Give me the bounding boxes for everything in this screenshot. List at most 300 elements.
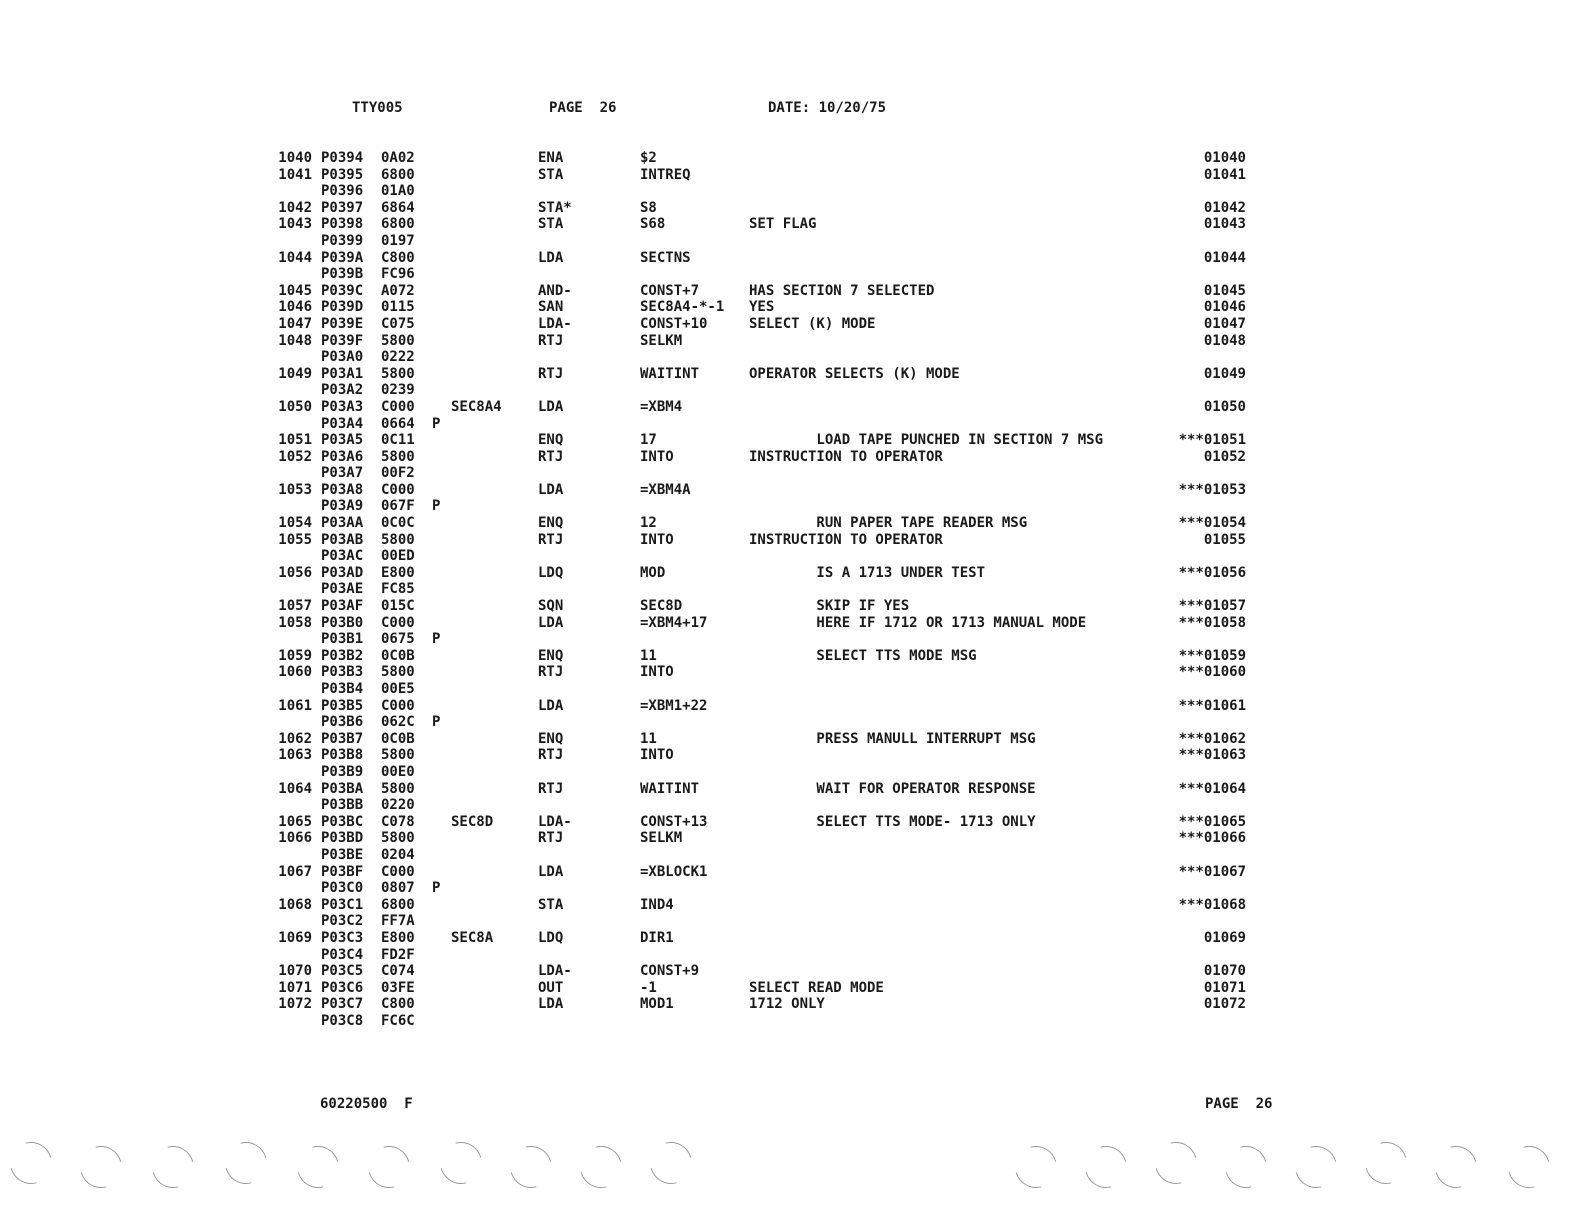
operand: INTO	[640, 747, 674, 764]
line-number: 1056	[278, 564, 312, 581]
opcode: ENQ	[538, 515, 564, 532]
object-code: C075	[381, 315, 415, 332]
opcode: AND-	[538, 282, 572, 299]
object-code: 5800	[381, 780, 415, 797]
address: P0396	[321, 183, 364, 200]
address: P03A9	[321, 498, 364, 515]
line-number: 1057	[278, 598, 312, 615]
punch-hole	[642, 1134, 699, 1191]
line-number: 1059	[278, 647, 312, 664]
sequence-number: 01046	[1203, 299, 1246, 316]
listing-row	[0, 615, 1584, 632]
opcode: RTJ	[538, 531, 564, 548]
opcode: LDA-	[538, 963, 572, 980]
listing-row	[0, 349, 1584, 366]
line-number: 1062	[278, 730, 312, 747]
listing-row	[0, 150, 1584, 167]
sequence-number: ***01058	[1178, 614, 1246, 631]
operand: 17	[640, 432, 657, 449]
line-number: 1068	[278, 896, 312, 913]
label: SEC8D	[451, 813, 494, 830]
sequence-number: ***01056	[1178, 564, 1246, 581]
opcode: LDQ	[538, 564, 564, 581]
opcode: RTJ	[538, 365, 564, 382]
line-number: 1066	[278, 830, 312, 847]
punch-hole	[72, 1138, 129, 1195]
listing-row	[0, 449, 1584, 466]
address: P03BE	[321, 846, 364, 863]
object-code: 5800	[381, 448, 415, 465]
opcode: LDA	[538, 398, 564, 415]
operand: =XBM4	[640, 398, 683, 415]
opcode: RTJ	[538, 830, 564, 847]
line-number: 1051	[278, 432, 312, 449]
object-code: 0204	[381, 846, 415, 863]
line-number: 1065	[278, 813, 312, 830]
address: P03AE	[321, 581, 364, 598]
punch-hole	[432, 1134, 489, 1191]
sequence-number: ***01065	[1178, 813, 1246, 830]
punch-holes	[0, 1138, 1584, 1198]
sequence-number: ***01068	[1178, 896, 1246, 913]
opcode: RTJ	[538, 332, 564, 349]
label: SEC8A	[451, 929, 494, 946]
comment: OPERATOR SELECTS (K) MODE	[749, 365, 960, 382]
line-number: 1043	[278, 216, 312, 233]
object-code: 5800	[381, 664, 415, 681]
address: P03B0	[321, 614, 364, 631]
opcode: ENQ	[538, 647, 564, 664]
opcode: LDA	[538, 614, 564, 631]
line-number: 1042	[278, 199, 312, 216]
address: P03AA	[321, 515, 364, 532]
address: P03B1	[321, 631, 364, 648]
operand: 11	[640, 647, 657, 664]
sequence-number: ***01061	[1178, 697, 1246, 714]
address: P03BF	[321, 863, 364, 880]
address: P03BD	[321, 830, 364, 847]
punch-hole	[360, 1138, 417, 1195]
listing-row	[0, 698, 1584, 715]
object-code: 03FE	[381, 979, 415, 996]
line-number: 1045	[278, 282, 312, 299]
object-code: C074	[381, 963, 415, 980]
sequence-number: ***01067	[1178, 863, 1246, 880]
punch-hole	[2, 1134, 59, 1191]
address: P03A6	[321, 448, 364, 465]
line-number: 1053	[278, 481, 312, 498]
address: P03B6	[321, 714, 364, 731]
operand: CONST+7	[640, 282, 700, 299]
punch-hole	[1077, 1138, 1134, 1195]
opcode: STA	[538, 216, 564, 233]
object-code: 0807	[381, 880, 415, 897]
opcode: RTJ	[538, 664, 564, 681]
sequence-number: 01049	[1203, 365, 1246, 382]
opcode: RTJ	[538, 747, 564, 764]
sequence-number: ***01066	[1178, 830, 1246, 847]
object-code: 01A0	[381, 183, 415, 200]
sequence-number: 01041	[1203, 166, 1246, 183]
punch-hole	[1500, 1138, 1557, 1195]
comment: INSTRUCTION TO OPERATOR	[749, 448, 943, 465]
opcode: ENQ	[538, 432, 564, 449]
address: P03A8	[321, 481, 364, 498]
object-code: 0664	[381, 415, 415, 432]
address: P03B5	[321, 697, 364, 714]
object-code: 00ED	[381, 548, 415, 565]
comment: SELECT TTS MODE- 1713 ONLY	[749, 813, 1036, 830]
line-number: 1044	[278, 249, 312, 266]
listing-row	[0, 864, 1584, 881]
address: P03BA	[321, 780, 364, 797]
object-code: 00F2	[381, 465, 415, 482]
listing-row	[0, 747, 1584, 764]
punch-hole	[1147, 1134, 1204, 1191]
operand: WAITINT	[640, 365, 700, 382]
punch-hole	[1287, 1138, 1344, 1195]
listing-row	[0, 316, 1584, 333]
object-code: 0A02	[381, 150, 415, 166]
operand: SELKM	[640, 830, 683, 847]
operand: MOD	[640, 564, 666, 581]
opcode: LDQ	[538, 929, 564, 946]
punch-hole	[289, 1138, 346, 1195]
object-code: 0C11	[381, 432, 415, 449]
sequence-number: ***01053	[1178, 481, 1246, 498]
sequence-number: 01072	[1203, 996, 1246, 1013]
listing-row	[0, 482, 1584, 499]
listing-row	[0, 266, 1584, 283]
operand: INTO	[640, 664, 674, 681]
relocation-flag: P	[432, 498, 441, 515]
listing-row	[0, 897, 1584, 914]
object-code: 0239	[381, 382, 415, 399]
sequence-number: ***01059	[1178, 647, 1246, 664]
address: P039B	[321, 266, 364, 283]
line-number: 1041	[278, 166, 312, 183]
listing-row	[0, 581, 1584, 598]
object-code: FC6C	[381, 1012, 415, 1029]
address: P03A2	[321, 382, 364, 399]
comment: HERE IF 1712 OR 1713 MANUAL MODE	[749, 614, 1087, 631]
opcode: RTJ	[538, 448, 564, 465]
line-number: 1067	[278, 863, 312, 880]
listing-row	[0, 432, 1584, 449]
comment: PRESS MANULL INTERRUPT MSG	[749, 730, 1036, 747]
operand: =XBM1+22	[640, 697, 708, 714]
address: P039E	[321, 315, 364, 332]
operand: INTO	[640, 448, 674, 465]
operand: WAITINT	[640, 780, 700, 797]
operand: SELKM	[640, 332, 683, 349]
object-code: 0197	[381, 232, 415, 249]
operand: DIR1	[640, 929, 674, 946]
object-code: FC85	[381, 581, 415, 598]
line-number: 1063	[278, 747, 312, 764]
listing-row	[0, 399, 1584, 416]
opcode: LDA	[538, 996, 564, 1013]
line-number: 1052	[278, 448, 312, 465]
relocation-flag: P	[432, 714, 441, 731]
address: P039C	[321, 282, 364, 299]
listing-row	[0, 830, 1584, 847]
listing-row	[0, 333, 1584, 350]
line-number: 1049	[278, 365, 312, 382]
object-code: 00E0	[381, 763, 415, 780]
object-code: C800	[381, 996, 415, 1013]
address: P03C5	[321, 963, 364, 980]
operand: -1	[640, 979, 657, 996]
listing-row	[0, 648, 1584, 665]
sequence-number: 01055	[1203, 531, 1246, 548]
line-number: 1048	[278, 332, 312, 349]
operand: =XBM4A	[640, 481, 691, 498]
listing-row	[0, 548, 1584, 565]
address: P03B8	[321, 747, 364, 764]
operand: =XBM4+17	[640, 614, 708, 631]
operand: IND4	[640, 896, 674, 913]
page-number: PAGE 26	[549, 100, 617, 116]
operand: S68	[640, 216, 666, 233]
comment: SET FLAG	[749, 216, 817, 233]
operand: MOD1	[640, 996, 674, 1013]
line-number: 1046	[278, 299, 312, 316]
object-code: A072	[381, 282, 415, 299]
comment: LOAD TAPE PUNCHED IN SECTION 7 MSG	[749, 432, 1104, 449]
sequence-number: 01047	[1203, 315, 1246, 332]
comment: 1712 ONLY	[749, 996, 825, 1013]
comment: RUN PAPER TAPE READER MSG	[749, 515, 1028, 532]
object-code: 00E5	[381, 681, 415, 697]
listing-row	[0, 880, 1584, 897]
object-code: 0C0C	[381, 515, 415, 532]
object-code: 5800	[381, 830, 415, 847]
object-code: FC96	[381, 266, 415, 283]
object-code: C800	[381, 249, 415, 266]
comment: SKIP IF YES	[749, 598, 910, 615]
listing-row	[0, 532, 1584, 549]
sequence-number: 01048	[1203, 332, 1246, 349]
object-code: 6800	[381, 896, 415, 913]
address: P03C7	[321, 996, 364, 1013]
sequence-number: ***01063	[1178, 747, 1246, 764]
object-code: FD2F	[381, 946, 415, 963]
line-number: 1069	[278, 929, 312, 946]
operand: $2	[640, 150, 657, 166]
listing-row	[0, 996, 1584, 1013]
comment: SELECT TTS MODE MSG	[749, 647, 977, 664]
listing-row	[0, 299, 1584, 316]
address: P03AB	[321, 531, 364, 548]
operand: =XBLOCK1	[640, 863, 708, 880]
object-code: 5800	[381, 332, 415, 349]
sequence-number: ***01060	[1178, 664, 1246, 681]
punch-hole	[217, 1134, 274, 1191]
object-code: 0220	[381, 797, 415, 814]
object-code: C078	[381, 813, 415, 830]
operand: SEC8A4-*-1	[640, 299, 725, 316]
operand: INTREQ	[640, 166, 691, 183]
operand: INTO	[640, 531, 674, 548]
opcode: SQN	[538, 598, 564, 615]
program-name: TTY005	[352, 100, 403, 116]
line-number: 1064	[278, 780, 312, 797]
address: P03C6	[321, 979, 364, 996]
opcode: ENQ	[538, 730, 564, 747]
label: SEC8A4	[451, 398, 502, 415]
address: P039A	[321, 249, 364, 266]
address: P03B3	[321, 664, 364, 681]
listing-row	[0, 498, 1584, 515]
listing-row	[0, 681, 1584, 698]
listing-row	[0, 416, 1584, 433]
object-code: 6800	[381, 216, 415, 233]
listing-row	[0, 980, 1584, 997]
listing-row	[0, 913, 1584, 930]
address: P03C0	[321, 880, 364, 897]
sequence-number: ***01064	[1178, 780, 1246, 797]
address: P03A3	[321, 398, 364, 415]
object-code: C000	[381, 481, 415, 498]
opcode: SAN	[538, 299, 564, 316]
operand: S8	[640, 199, 657, 216]
sequence-number: 01069	[1203, 929, 1246, 946]
relocation-flag: P	[432, 415, 441, 432]
comment: WAIT FOR OPERATOR RESPONSE	[749, 780, 1036, 797]
opcode: LDA	[538, 697, 564, 714]
line-number: 1070	[278, 963, 312, 980]
line-number: 1055	[278, 531, 312, 548]
address: P0394	[321, 150, 364, 166]
punch-hole	[1357, 1134, 1414, 1191]
address: P0397	[321, 199, 364, 216]
opcode: LDA	[538, 249, 564, 266]
operand: SEC8D	[640, 598, 683, 615]
address: P03C4	[321, 946, 364, 963]
footer-page-number: PAGE 26	[1205, 1096, 1273, 1112]
address: P03A4	[321, 415, 364, 432]
address: P039D	[321, 299, 364, 316]
punch-hole	[1007, 1138, 1064, 1195]
sequence-number: ***01062	[1178, 730, 1246, 747]
object-code: 0675	[381, 631, 415, 648]
comment: YES	[749, 299, 775, 316]
sequence-number: 01050	[1203, 398, 1246, 415]
punch-hole	[572, 1138, 629, 1195]
line-number: 1050	[278, 398, 312, 415]
opcode: LDA	[538, 481, 564, 498]
listing-row	[0, 216, 1584, 233]
listing-row	[0, 664, 1584, 681]
listing-row	[0, 167, 1584, 184]
document-number: 60220500 F	[320, 1096, 413, 1112]
operand: CONST+10	[640, 315, 708, 332]
listing-row	[0, 797, 1584, 814]
object-code: E800	[381, 564, 415, 581]
address: P03C3	[321, 929, 364, 946]
sequence-number: 01052	[1203, 448, 1246, 465]
object-code: 0C0B	[381, 647, 415, 664]
sequence-number: 01071	[1203, 979, 1246, 996]
listing-row	[0, 930, 1584, 947]
object-code: 5800	[381, 365, 415, 382]
address: P03AF	[321, 598, 364, 615]
object-code: C000	[381, 697, 415, 714]
sequence-number: ***01051	[1178, 432, 1246, 449]
relocation-flag: P	[432, 631, 441, 648]
listing-date: DATE: 10/20/75	[768, 100, 887, 116]
listing-row	[0, 465, 1584, 482]
listing-row	[0, 631, 1584, 648]
address: P03C2	[321, 913, 364, 930]
listing-row	[0, 233, 1584, 250]
opcode: STA	[538, 166, 564, 183]
operand: CONST+9	[640, 963, 700, 980]
line-number: 1072	[278, 996, 312, 1013]
line-number: 1061	[278, 697, 312, 714]
listing-row	[0, 382, 1584, 399]
comment: SELECT READ MODE	[749, 979, 884, 996]
object-code: E800	[381, 929, 415, 946]
opcode: STA*	[538, 199, 572, 216]
address: P0395	[321, 166, 364, 183]
comment: IS A 1713 UNDER TEST	[749, 564, 986, 581]
object-code: 0115	[381, 299, 415, 316]
listing-row	[0, 250, 1584, 267]
operand: CONST+13	[640, 813, 708, 830]
address: P03C1	[321, 896, 364, 913]
line-number: 1071	[278, 979, 312, 996]
opcode: RTJ	[538, 780, 564, 797]
listing-row	[0, 565, 1584, 582]
sequence-number: 01042	[1203, 199, 1246, 216]
object-code: FF7A	[381, 913, 415, 930]
listing-row	[0, 731, 1584, 748]
line-number: 1054	[278, 515, 312, 532]
address: P03B9	[321, 763, 364, 780]
comment: INSTRUCTION TO OPERATOR	[749, 531, 943, 548]
address: P03AC	[321, 548, 364, 565]
object-code: 5800	[381, 747, 415, 764]
object-code: 0222	[381, 349, 415, 366]
object-code: 067F	[381, 498, 415, 515]
object-code: C000	[381, 863, 415, 880]
address: P03A0	[321, 349, 364, 366]
address: P03B4	[321, 681, 364, 697]
opcode: LDA-	[538, 813, 572, 830]
listing-row	[0, 847, 1584, 864]
opcode: LDA	[538, 863, 564, 880]
listing-row	[0, 963, 1584, 980]
operand: SECTNS	[640, 249, 691, 266]
address: P0399	[321, 232, 364, 249]
listing-row	[0, 1013, 1584, 1030]
address: P03C8	[321, 1012, 364, 1029]
address: P03A7	[321, 465, 364, 482]
sequence-number: 01040	[1203, 150, 1246, 166]
line-number: 1040	[278, 150, 312, 166]
listing-row	[0, 764, 1584, 781]
object-code: 062C	[381, 714, 415, 731]
address: P03BB	[321, 797, 364, 814]
opcode: STA	[538, 896, 564, 913]
address: P03B7	[321, 730, 364, 747]
object-code: C000	[381, 398, 415, 415]
address: P03A5	[321, 432, 364, 449]
listing-row	[0, 200, 1584, 217]
line-number: 1058	[278, 614, 312, 631]
